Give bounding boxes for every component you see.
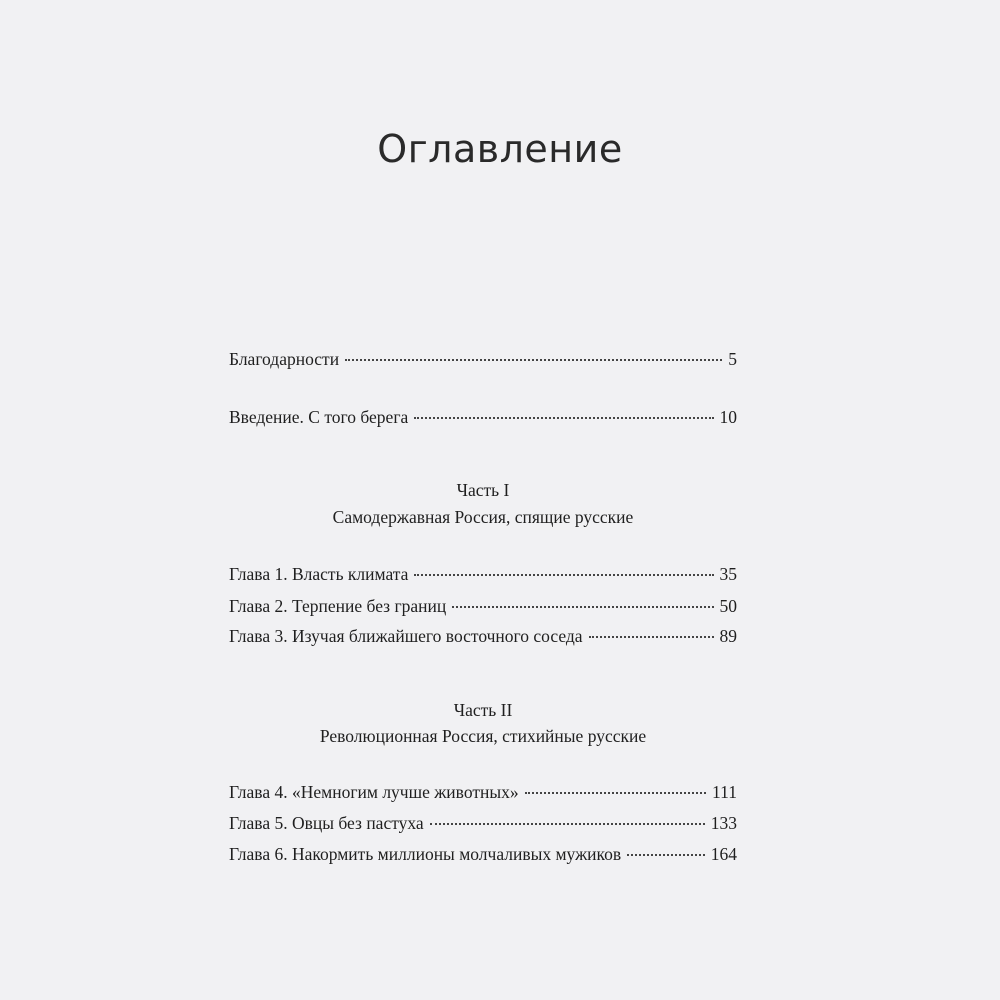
toc-entry-chapter-6[interactable] — [229, 843, 737, 865]
entry-label: Благодарности — [229, 349, 340, 369]
dot-leader — [525, 792, 706, 794]
page-title: Оглавление — [377, 127, 623, 172]
entry-label: Глава 1. Власть климата — [229, 564, 409, 584]
entry-page: 89 — [719, 626, 737, 646]
toc-entry-chapter-4[interactable] — [229, 781, 737, 803]
toc-entry-introduction[interactable] — [229, 406, 737, 428]
entry-label: Введение. С того берега — [229, 407, 409, 427]
dot-leader — [452, 606, 713, 608]
part-number: Часть I — [456, 480, 510, 500]
entry-page: 133 — [710, 813, 737, 833]
dot-leader — [414, 574, 713, 576]
entry-label: Глава 6. Накормить миллионы молчаливых мужиков — [229, 844, 622, 864]
toc-entry-chapter-3[interactable] — [229, 625, 737, 647]
entry-page: 5 — [728, 349, 737, 369]
entry-label: Глава 3. Изучая ближайшего восточного соседа — [229, 626, 583, 646]
entry-page: 50 — [719, 596, 737, 616]
entry-page: 111 — [712, 782, 737, 802]
dot-leader — [627, 854, 705, 856]
part-title: Самодержавная Россия, спящие русские — [332, 507, 634, 527]
toc-entry-chapter-1[interactable] — [229, 563, 737, 585]
dot-leader — [345, 359, 722, 361]
entry-label: Глава 4. «Немногим лучше животных» — [229, 782, 519, 802]
entry-page: 10 — [719, 407, 737, 427]
dot-leader — [414, 417, 713, 419]
dot-leader — [430, 823, 705, 825]
toc-entry-chapter-2[interactable] — [229, 595, 737, 617]
entry-label: Глава 2. Терпение без границ — [229, 596, 447, 616]
part-number: Часть II — [453, 700, 513, 720]
dot-leader — [589, 636, 714, 638]
entry-page: 164 — [710, 844, 737, 864]
entry-page: 35 — [719, 564, 737, 584]
toc-entry-chapter-5[interactable] — [229, 812, 737, 834]
toc-entry-acknowledgements[interactable] — [229, 348, 737, 370]
entry-label: Глава 5. Овцы без пастуха — [229, 813, 424, 833]
part-title: Революционная Россия, стихийные русские — [319, 726, 647, 746]
